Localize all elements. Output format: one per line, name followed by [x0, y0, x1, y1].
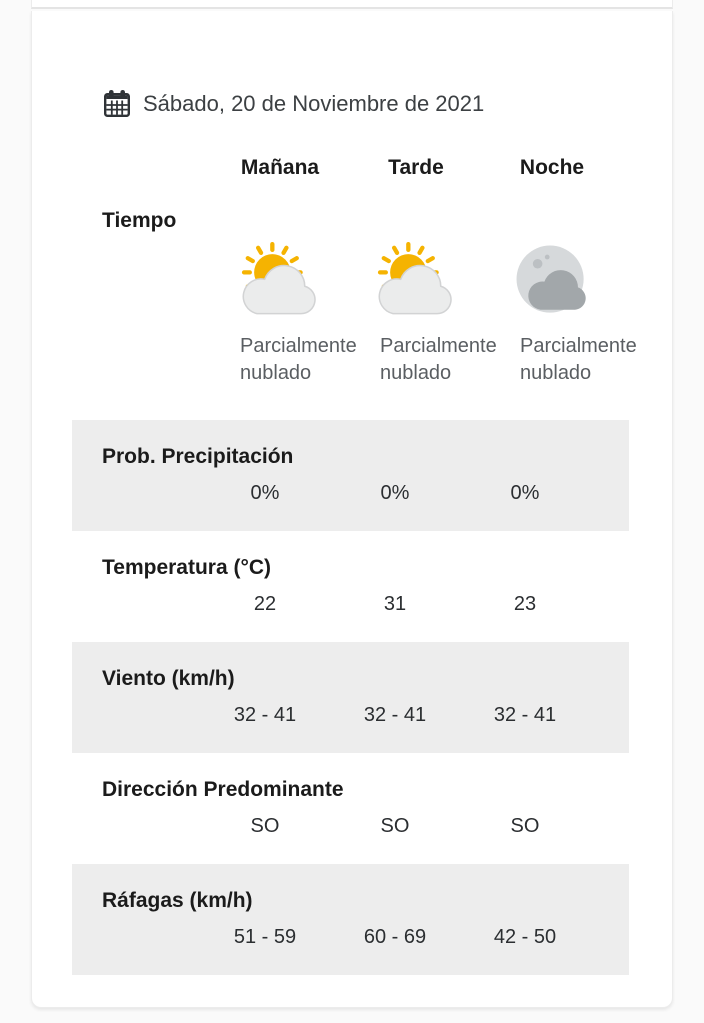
partly-cloudy-day-icon	[348, 242, 484, 320]
row-band	[72, 642, 629, 753]
cell-value: 32 - 41	[233, 704, 297, 726]
table-row-gusts	[32, 864, 672, 975]
partly-cloudy-night-icon	[484, 242, 620, 320]
row-band	[72, 864, 629, 975]
cell-value: 42 - 50	[493, 926, 557, 948]
weather-caption: Parcialmente nublado	[520, 335, 637, 384]
row-values	[200, 591, 629, 617]
previous-card-fragment	[31, 0, 673, 9]
cell-value: 31	[383, 593, 407, 615]
cell-value: SO	[250, 815, 280, 837]
row-band	[72, 753, 629, 864]
column-header-noche: Noche	[519, 156, 585, 179]
table-row-direction	[32, 753, 672, 864]
cell-value: 0%	[380, 482, 410, 504]
cell-value: 60 - 69	[363, 926, 427, 948]
forecast-table	[32, 420, 672, 975]
cell-value: 32 - 41	[493, 704, 557, 726]
row-label-tiempo: Tiempo	[102, 209, 177, 232]
row-values	[200, 702, 629, 728]
cell-value: 23	[513, 593, 537, 615]
weather-captions-row	[240, 333, 672, 387]
weather-icons-row	[212, 242, 672, 320]
date-header	[102, 89, 672, 119]
row-label: Viento (km/h)	[102, 667, 235, 690]
weather-caption: Parcialmente nublado	[380, 335, 497, 384]
cell-value: 32 - 41	[363, 704, 427, 726]
cell-value: 51 - 59	[233, 926, 297, 948]
row-label: Ráfagas (km/h)	[102, 889, 253, 912]
column-headers	[212, 155, 672, 181]
column-header-tarde: Tarde	[388, 156, 444, 179]
row-values	[200, 813, 629, 839]
cell-value: 0%	[250, 482, 280, 504]
row-values	[200, 480, 629, 506]
row-band	[72, 531, 629, 642]
cell-value: 22	[253, 593, 277, 615]
table-row-precipitation	[32, 420, 672, 531]
row-label: Temperatura (°C)	[102, 556, 272, 579]
weather-caption: Parcialmente nublado	[240, 335, 357, 384]
table-row-wind	[32, 642, 672, 753]
row-values	[200, 924, 629, 950]
column-header-manana: Mañana	[240, 156, 320, 179]
table-row-temperature	[32, 531, 672, 642]
cell-value: 0%	[510, 482, 540, 504]
cell-value: SO	[380, 815, 410, 837]
date-text: Sábado, 20 de Noviembre de 2021	[143, 91, 485, 116]
calendar-icon	[102, 89, 132, 119]
forecast-card	[31, 11, 673, 1008]
partly-cloudy-day-icon	[212, 242, 348, 320]
row-label: Dirección Predominante	[102, 778, 344, 801]
row-label: Prob. Precipitación	[102, 445, 294, 468]
cell-value: SO	[510, 815, 540, 837]
row-band	[72, 420, 629, 531]
